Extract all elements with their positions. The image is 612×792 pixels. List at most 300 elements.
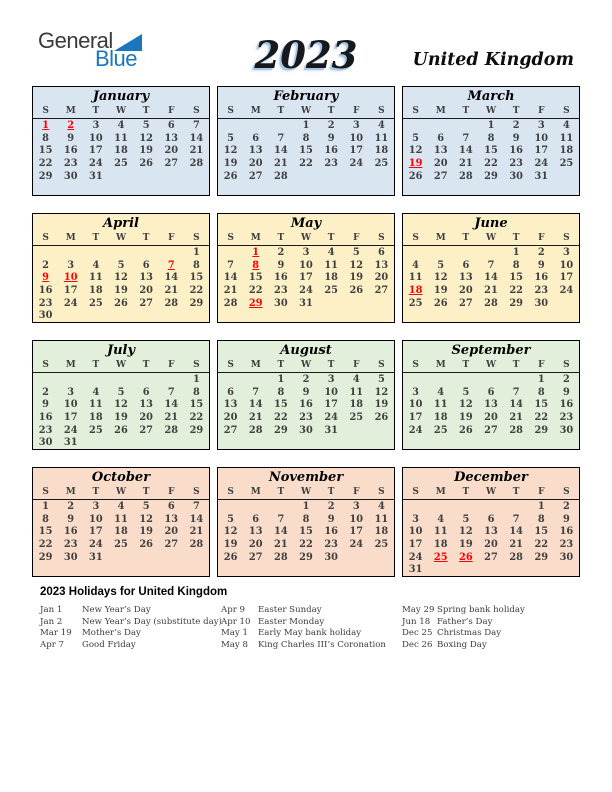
date-cell: 6: [462, 259, 470, 271]
date-cell: 12: [139, 132, 153, 144]
date-cell: 6: [252, 132, 260, 144]
day-of-week-header: [403, 105, 579, 119]
day-of-week-label: M: [435, 106, 446, 116]
date-cell: 25: [89, 424, 103, 436]
week-row: [33, 551, 209, 564]
date-cell: [319, 309, 344, 322]
date-cell: 20: [484, 539, 498, 551]
date-cell: 16: [534, 272, 549, 284]
date-cell: 24: [534, 158, 549, 170]
month-july: [32, 340, 210, 450]
day-of-week-label: W: [485, 487, 497, 497]
holiday-entry: [40, 617, 222, 629]
date-cell: 31: [89, 170, 103, 182]
date-cell: 17: [534, 145, 549, 157]
date-cell: 3: [537, 120, 545, 131]
date-cell: 12: [408, 145, 423, 157]
date-cell: 15: [189, 399, 204, 411]
date-cell: [478, 563, 503, 576]
date-cell: 7: [512, 386, 520, 398]
day-of-week-header: [33, 105, 209, 119]
date-cell: 23: [63, 539, 78, 551]
date-cell: 2: [327, 501, 335, 512]
date-cell: 30: [509, 170, 523, 182]
date-cell: 15: [274, 399, 288, 411]
day-of-week-label: M: [65, 233, 76, 243]
date-cell: 22: [189, 412, 204, 424]
date-cell: 25: [114, 158, 128, 170]
date-cell: [293, 170, 318, 183]
date-cell: 9: [42, 272, 49, 284]
date-cell: 7: [227, 259, 234, 271]
date-cell: 12: [349, 259, 364, 271]
date-cell: [108, 246, 133, 259]
date-cell: 11: [114, 513, 128, 525]
date-cell: 4: [327, 247, 335, 258]
day-of-week-label: F: [353, 360, 360, 370]
week-row: [218, 297, 394, 310]
day-of-week-label: T: [92, 233, 100, 243]
date-cell: 26: [408, 170, 423, 182]
date-cell: 25: [374, 539, 389, 551]
date-cell: 18: [408, 285, 423, 297]
holiday-column: [402, 605, 525, 652]
week-row: [403, 500, 579, 513]
week-row: [403, 157, 579, 170]
day-of-week-label: S: [193, 106, 200, 116]
date-cell: 22: [38, 539, 53, 551]
day-of-week-header: [218, 105, 394, 119]
date-cell: 23: [559, 539, 574, 551]
date-cell: 13: [139, 272, 153, 284]
date-cell: 17: [89, 526, 103, 538]
week-row: [218, 525, 394, 538]
date-cell: 22: [189, 285, 204, 297]
year-title: 2023: [254, 33, 358, 77]
date-cell: 3: [412, 386, 419, 398]
date-cell: 15: [299, 145, 313, 157]
date-cell: 10: [408, 526, 423, 538]
date-cell: 27: [164, 158, 179, 170]
holiday-name: Boxing Day: [437, 640, 487, 651]
date-cell: 8: [302, 513, 310, 525]
date-cell: 7: [252, 386, 260, 398]
date-cell: 2: [563, 501, 570, 512]
date-cell: 12: [223, 526, 238, 538]
date-cell: 30: [38, 437, 53, 449]
day-of-week-label: M: [65, 106, 76, 116]
date-cell: [268, 500, 293, 513]
date-cell: 9: [277, 259, 285, 271]
date-cell: 27: [139, 424, 153, 436]
day-of-week-label: F: [168, 360, 175, 370]
date-cell: 17: [324, 399, 338, 411]
date-cell: [218, 436, 243, 449]
week-row: [33, 373, 209, 386]
day-of-week-header: [33, 232, 209, 246]
day-of-week-label: M: [65, 360, 76, 370]
date-cell: 5: [437, 259, 445, 271]
week-row: [403, 525, 579, 538]
date-cell: 27: [374, 285, 389, 297]
week-row: [33, 182, 209, 195]
date-cell: [134, 563, 159, 576]
date-cell: 14: [509, 526, 523, 538]
holiday-entry: [221, 628, 386, 640]
week-row: [403, 386, 579, 399]
day-of-week-label: S: [193, 233, 200, 243]
day-of-week-label: T: [277, 233, 285, 243]
date-cell: [428, 563, 453, 576]
week-row: [33, 144, 209, 157]
date-cell: [554, 309, 579, 322]
date-cell: [453, 309, 478, 322]
day-of-week-label: T: [327, 487, 335, 497]
month-row: [32, 213, 580, 323]
holiday-date: Dec 25: [402, 628, 433, 639]
date-cell: 25: [433, 424, 448, 436]
date-cell: [184, 309, 209, 322]
date-cell: 22: [38, 158, 53, 170]
day-of-week-label: S: [193, 487, 200, 497]
date-cell: 9: [67, 513, 75, 525]
date-cell: 4: [563, 120, 570, 131]
date-cell: 22: [509, 285, 523, 297]
date-cell: 5: [227, 513, 234, 525]
date-cell: 20: [139, 412, 153, 424]
date-cell: [293, 436, 318, 449]
date-cell: 14: [164, 272, 179, 284]
date-cell: [243, 373, 268, 386]
date-cell: 8: [193, 386, 200, 398]
day-of-week-label: F: [168, 487, 175, 497]
date-cell: 2: [277, 247, 285, 258]
date-cell: [504, 373, 529, 386]
date-cell: 25: [433, 551, 448, 563]
day-of-week-label: F: [538, 233, 545, 243]
date-cell: [108, 551, 133, 564]
date-cell: 27: [433, 170, 448, 182]
date-cell: 1: [512, 247, 520, 258]
date-cell: 9: [327, 132, 335, 144]
week-row: [403, 513, 579, 526]
week-row: [33, 170, 209, 183]
date-cell: [159, 309, 184, 322]
date-cell: 11: [349, 386, 364, 398]
date-cell: 5: [142, 501, 150, 512]
holiday-name: Christmas Day: [437, 628, 502, 639]
day-of-week-header: [403, 486, 579, 500]
date-cell: 24: [559, 285, 574, 297]
date-cell: 26: [223, 551, 238, 563]
holiday-date: Apr 7: [40, 640, 65, 651]
date-cell: 10: [408, 399, 423, 411]
date-cell: 28: [164, 424, 179, 436]
date-cell: 30: [534, 297, 549, 309]
date-cell: 24: [89, 539, 103, 551]
day-of-week-header: [218, 359, 394, 373]
date-cell: [159, 182, 184, 195]
date-cell: [134, 170, 159, 183]
date-cell: 30: [63, 170, 78, 182]
month-title: October: [91, 470, 151, 485]
date-cell: 22: [534, 412, 549, 424]
date-cell: [134, 551, 159, 564]
day-of-week-header: [403, 359, 579, 373]
holiday-entry: [40, 628, 222, 640]
logo-word-general: General: [38, 28, 113, 53]
holiday-column: [221, 605, 386, 652]
date-cell: 25: [89, 297, 103, 309]
month-row: [32, 467, 580, 577]
week-row: [403, 297, 579, 310]
date-cell: 7: [277, 132, 285, 144]
date-cell: 5: [117, 259, 125, 271]
week-row: [403, 436, 579, 449]
date-cell: 22: [299, 539, 313, 551]
date-cell: 6: [227, 386, 234, 398]
date-cell: 10: [89, 132, 103, 144]
date-cell: [159, 551, 184, 564]
date-cell: 27: [248, 170, 263, 182]
week-row: [403, 259, 579, 272]
date-cell: 31: [63, 437, 78, 449]
date-cell: 29: [38, 170, 53, 182]
date-cell: 1: [252, 247, 260, 258]
date-cell: 6: [167, 501, 175, 512]
date-cell: [268, 309, 293, 322]
date-cell: 14: [248, 399, 263, 411]
date-cell: 1: [487, 120, 495, 131]
day-of-week-label: M: [250, 233, 261, 243]
date-cell: 3: [563, 247, 570, 258]
date-cell: 16: [324, 526, 338, 538]
date-cell: 18: [433, 412, 448, 424]
date-cell: [218, 563, 243, 576]
date-cell: 4: [378, 501, 385, 512]
holiday-date: May 29: [402, 605, 435, 615]
day-of-week-label: F: [168, 233, 175, 243]
date-cell: [268, 436, 293, 449]
day-of-week-label: S: [42, 233, 49, 243]
date-cell: 28: [189, 158, 204, 170]
date-cell: 16: [559, 526, 574, 538]
date-cell: [108, 373, 133, 386]
date-cell: 21: [223, 285, 238, 297]
date-cell: 19: [433, 285, 448, 297]
week-row: [218, 119, 394, 132]
date-cell: [268, 563, 293, 576]
date-cell: [529, 436, 554, 449]
date-cell: [58, 563, 83, 576]
date-cell: 21: [164, 285, 179, 297]
date-cell: 29: [274, 424, 288, 436]
holiday-date: May 1: [221, 628, 248, 639]
holiday-entry: [402, 640, 525, 652]
date-cell: [428, 500, 453, 513]
date-cell: 26: [349, 285, 364, 297]
date-cell: [403, 373, 428, 386]
holiday-date: May 8: [221, 640, 248, 651]
date-cell: 31: [534, 170, 549, 182]
date-cell: 8: [302, 132, 310, 144]
day-of-week-label: W: [300, 233, 312, 243]
day-of-week-label: T: [142, 233, 150, 243]
date-cell: 6: [437, 132, 445, 144]
week-row: [33, 246, 209, 259]
date-cell: 8: [537, 386, 545, 398]
date-cell: [108, 182, 133, 195]
month-title: January: [92, 89, 150, 104]
date-cell: [453, 119, 478, 132]
holiday-name: New Year’s Day (substitute day): [82, 616, 222, 627]
date-cell: 1: [302, 120, 310, 131]
date-cell: 10: [299, 259, 313, 271]
date-cell: 24: [299, 285, 313, 297]
date-cell: [184, 551, 209, 564]
date-cell: 1: [537, 374, 545, 385]
date-cell: 7: [193, 120, 200, 131]
holiday-name: Easter Monday: [258, 616, 325, 627]
date-cell: 23: [274, 285, 288, 297]
date-cell: 7: [167, 259, 175, 271]
date-cell: 29: [534, 551, 549, 563]
day-of-week-label: W: [300, 487, 312, 497]
date-cell: 21: [509, 412, 523, 424]
date-cell: [478, 246, 503, 259]
date-cell: 28: [274, 170, 288, 182]
date-cell: 22: [484, 158, 498, 170]
day-of-week-label: T: [462, 360, 470, 370]
date-cell: 18: [374, 145, 389, 157]
date-cell: [184, 182, 209, 195]
date-cell: [344, 563, 369, 576]
date-cell: 17: [299, 272, 313, 284]
day-of-week-label: T: [277, 487, 285, 497]
date-cell: 20: [248, 539, 263, 551]
date-cell: 23: [559, 412, 574, 424]
date-cell: 11: [114, 132, 128, 144]
date-cell: 27: [484, 424, 498, 436]
holiday-name: Mother’s Day: [82, 628, 141, 639]
date-cell: [554, 182, 579, 195]
date-cell: [504, 309, 529, 322]
date-cell: [428, 119, 453, 132]
date-cell: 4: [117, 120, 125, 131]
date-cell: 31: [408, 564, 423, 576]
date-cell: 21: [459, 158, 473, 170]
date-cell: [478, 500, 503, 513]
date-cell: 21: [274, 158, 288, 170]
date-cell: 15: [248, 272, 263, 284]
holiday-entry: [40, 605, 222, 617]
week-row: [218, 398, 394, 411]
date-cell: [159, 170, 184, 183]
date-cell: 28: [189, 539, 204, 551]
date-cell: 1: [277, 374, 285, 385]
date-cell: 26: [114, 297, 128, 309]
day-of-week-label: T: [142, 487, 150, 497]
date-cell: 29: [38, 551, 53, 563]
day-of-week-header: [33, 486, 209, 500]
date-cell: [134, 373, 159, 386]
week-row: [33, 386, 209, 399]
date-cell: 26: [433, 297, 448, 309]
date-cell: [33, 246, 58, 259]
holiday-entry: [40, 640, 222, 652]
holiday-name: King Charles III’s Coronation: [258, 640, 386, 651]
date-cell: [403, 309, 428, 322]
date-cell: 11: [374, 513, 389, 525]
date-cell: 16: [299, 399, 313, 411]
date-cell: 22: [534, 539, 549, 551]
day-of-week-label: S: [563, 233, 570, 243]
date-cell: 25: [349, 412, 364, 424]
date-cell: 19: [114, 285, 128, 297]
date-cell: 12: [114, 272, 128, 284]
week-row: [218, 309, 394, 322]
date-cell: 3: [327, 374, 335, 385]
day-of-week-label: S: [563, 106, 570, 116]
date-cell: 7: [167, 386, 175, 398]
date-cell: 16: [509, 145, 523, 157]
week-row: [218, 132, 394, 145]
date-cell: 4: [412, 259, 419, 271]
date-cell: 19: [349, 272, 364, 284]
week-row: [403, 271, 579, 284]
date-cell: [184, 436, 209, 449]
week-row: [218, 271, 394, 284]
week-row: [33, 398, 209, 411]
date-cell: 3: [352, 501, 360, 512]
date-cell: 30: [559, 551, 574, 563]
day-of-week-label: T: [462, 233, 470, 243]
date-cell: 28: [459, 170, 473, 182]
day-of-week-label: M: [435, 487, 446, 497]
day-of-week-header: [403, 232, 579, 246]
week-row: [218, 436, 394, 449]
date-cell: [159, 373, 184, 386]
date-cell: [428, 246, 453, 259]
date-cell: 20: [164, 526, 179, 538]
date-cell: 13: [164, 132, 179, 144]
day-of-week-label: T: [92, 487, 100, 497]
date-cell: 14: [189, 132, 204, 144]
day-of-week-label: T: [462, 106, 470, 116]
date-cell: 14: [223, 272, 238, 284]
date-cell: 10: [559, 259, 574, 271]
day-of-week-label: F: [168, 106, 175, 116]
week-row: [33, 157, 209, 170]
month-january: [32, 86, 210, 196]
date-cell: 15: [484, 145, 498, 157]
date-cell: 14: [484, 272, 498, 284]
day-of-week-label: W: [115, 233, 127, 243]
date-cell: 20: [139, 285, 153, 297]
week-row: [218, 500, 394, 513]
date-cell: 20: [459, 285, 473, 297]
date-cell: 18: [114, 526, 128, 538]
date-cell: 14: [274, 526, 288, 538]
date-cell: 12: [374, 386, 389, 398]
month-title: November: [268, 470, 344, 485]
date-cell: 21: [509, 539, 523, 551]
day-of-week-label: S: [193, 360, 200, 370]
date-cell: 5: [117, 386, 125, 398]
date-cell: [554, 436, 579, 449]
holiday-name: Father’s Day: [437, 616, 493, 627]
week-row: [218, 386, 394, 399]
